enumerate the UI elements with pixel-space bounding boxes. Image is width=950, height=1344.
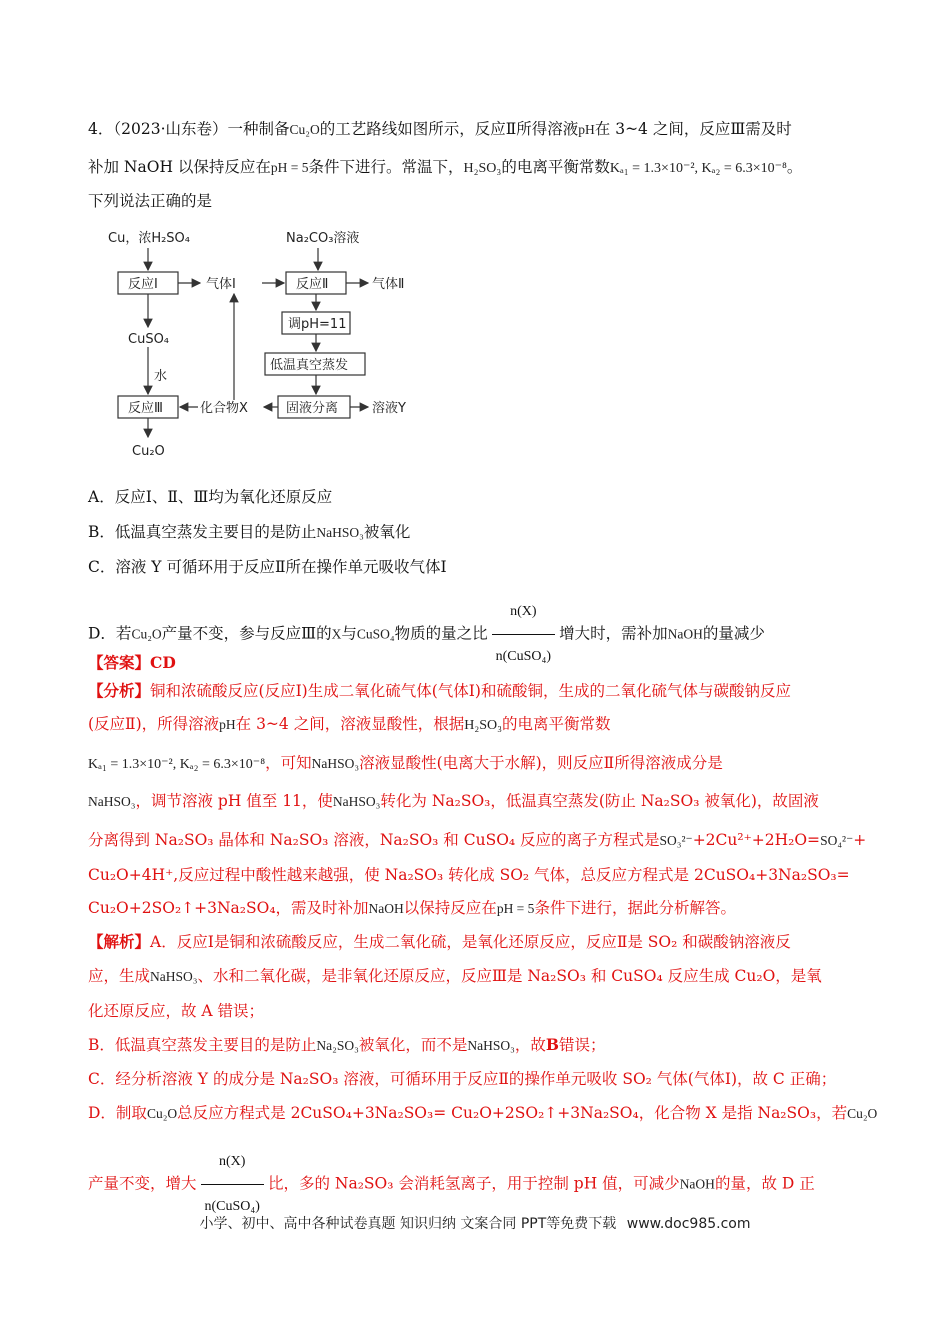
explanation-line-3: 化还原反应，故 A 错误； (88, 1002, 265, 1020)
flow-gas1: 气体Ⅰ (206, 277, 236, 292)
analysis-text: 条件下进行，据此分析解答。 (534, 899, 736, 917)
flow-cu2o: Cu₂O (132, 444, 165, 459)
formula-ph-eq: pH = 5 (496, 901, 535, 916)
formula-ph: pH (219, 717, 236, 732)
formula-x: X (331, 626, 342, 642)
explanation-text: ，故 (514, 1036, 546, 1054)
formula-naoh: NaOH (368, 901, 404, 916)
formula-cu2o: Cu₂O (847, 1106, 878, 1121)
question-text: 在 3~4 之间，反应Ⅲ需及时 (594, 120, 792, 138)
answer-value: CD (150, 653, 176, 672)
analysis-line-5 (88, 829, 890, 852)
analysis-line-1 (88, 680, 890, 702)
analysis-text: 铜和浓硫酸反应(反应Ⅰ)生成二氧化硫气体(气体Ⅰ)和硫酸铜，生成的二氧化硫气体与碳酸钠反应 (150, 682, 791, 700)
flow-reaction1: 反应Ⅰ (128, 277, 158, 292)
explanation-line-4 (88, 1034, 890, 1057)
flow-solution-y: 溶液Y (372, 401, 406, 416)
flow-na2co3: Na₂CO₃溶液 (286, 231, 360, 246)
explanation-line-5: C．经分析溶液 Y 的成分是 Na₂SO₃ 溶液，可循环用于反应Ⅱ的操作单元吸收 SO₂ 气体(气体Ⅰ)，故 C 正确； (88, 1070, 837, 1088)
analysis-text: 的电离平衡常数 (502, 715, 611, 733)
option-text: 增大时，需补加 (559, 624, 668, 643)
question-line-3: 下列说法正确的是 (88, 192, 213, 210)
formula-nahso3: NaHSO₃ (332, 794, 381, 809)
formula-ph-eq: pH = 5 (270, 160, 309, 175)
formula-cu2o: Cu₂O (289, 122, 320, 137)
formula-ka: Kₐ₁ = 1.3×10⁻², Kₐ₂ = 6.3×10⁻⁸ (88, 757, 266, 772)
analysis-text: 以保持反应在 (403, 899, 497, 917)
question-text: 补加 NaOH 以保持反应在 (88, 158, 271, 176)
formula-sulfite-ion: SO₃²⁻ (659, 833, 693, 848)
analysis-text: ，调节溶液 pH 值至 11，使 (135, 792, 333, 810)
flow-gas2: 气体Ⅱ (372, 277, 405, 292)
question-text: 一种制备 (227, 120, 290, 138)
analysis-text: +2Cu²⁺+2H₂O= (692, 831, 821, 849)
explanation-text: 的量，故 D 正 (714, 1174, 815, 1193)
flow-cu-reagent: Cu，浓H₂SO₄ (108, 231, 190, 246)
question-text: 的工艺路线如图所示，反应Ⅱ所得溶液 (319, 120, 579, 138)
analysis-text: Cu₂O+2SO₂↑+3Na₂SO₄，需及时补加 (88, 899, 369, 917)
explanation-line-2 (88, 965, 890, 988)
question-line-1 (88, 118, 890, 141)
option-text: 产量不变，参与反应Ⅲ的 (161, 624, 332, 643)
formula-nahso3: NaHSO₃ (467, 1038, 515, 1053)
question-text: 的电离平衡常数 (501, 158, 610, 176)
fraction-denominator: n(CuSO₄) (204, 1199, 260, 1214)
process-flow-diagram (100, 222, 440, 467)
formula-nahso3: NaHSO₃ (88, 794, 136, 809)
formula-na2so3: Na₂SO₃ (316, 1038, 359, 1053)
flow-reaction2: 反应Ⅱ (296, 277, 329, 292)
formula-sulfate-ion: SO₄²⁻ (820, 833, 854, 848)
formula-h2so3: H₂SO₃ (464, 718, 502, 733)
question-text: 条件下进行。常温下， (308, 158, 464, 176)
explanation-text: 比，多的 Na₂SO₃ 会消耗氢离子，用于控制 pH 值，可减少 (267, 1174, 680, 1193)
fraction-denominator: n(CuSO₄) (495, 649, 552, 664)
explanation-text: 产量不变，增大 (88, 1174, 197, 1193)
option-text: 与 (341, 624, 357, 643)
analysis-label: 【分析】 (88, 681, 151, 700)
option-text: D．若 (88, 624, 132, 643)
explanation-text: 、水和二氧化碳，是非氧化还原反应，反应Ⅲ是 Na₂SO₃ 和 CuSO₄ 反应生成 Cu₂O，是氧 (197, 967, 822, 985)
option-text: 物质的量之比 (394, 624, 488, 643)
formula-nahso3: NaHSO₃ (316, 525, 364, 540)
flow-evaporate: 低温真空蒸发 (270, 358, 349, 373)
analysis-text: 分离得到 Na₂SO₃ 晶体和 Na₂SO₃ 溶液，Na₂SO₃ 和 CuSO₄ 反应的离子方程式是 (88, 831, 660, 849)
analysis-text: (反应Ⅱ)，所得溶液 (88, 715, 220, 733)
analysis-text: 在 3~4 之间，溶液显酸性，根据 (235, 715, 465, 733)
option-text: 的量减少 (702, 624, 765, 643)
flow-cuso4: CuSO₄ (128, 332, 170, 347)
explanation-option-b: B (545, 1035, 559, 1054)
flow-adjust-ph: 调pH=11 (288, 317, 347, 332)
option-text: B．低温真空蒸发主要目的是防止 (88, 523, 317, 541)
explanation-text: B．低温真空蒸发主要目的是防止 (88, 1036, 317, 1054)
question-text: 。 (786, 158, 803, 176)
formula-cu2o: Cu₂O (146, 1106, 178, 1121)
answer-label: 【答案】 (88, 653, 151, 672)
analysis-text: 转化为 Na₂SO₃，低温真空蒸发(防止 Na₂SO₃ 被氧化)，故固液 (380, 792, 819, 810)
page-footer (0, 1213, 950, 1233)
explanation-text: 错误； (558, 1036, 606, 1054)
formula-naoh: NaOH (667, 626, 703, 642)
option-a: A．反应Ⅰ、Ⅱ、Ⅲ均为氧化还原反应 (88, 488, 333, 506)
option-text: 被氧化 (363, 523, 411, 541)
explanation-text: 被氧化，而不是 (358, 1036, 468, 1054)
fraction-numerator: n(X) (492, 592, 555, 635)
analysis-line-6: Cu₂O+4H⁺,反应过程中酸性越来越强，使 Na₂SO₃ 转化成 SO₂ 气体，总反应方程式是 2CuSO₄+3Na₂SO₃= (88, 866, 850, 884)
flow-compound-x: 化合物X (200, 401, 248, 416)
explanation-label: 【解析】 (88, 932, 151, 951)
analysis-line-2 (88, 713, 890, 737)
explanation-line-1 (88, 931, 890, 953)
analysis-text: ，可知 (265, 754, 312, 772)
formula-nahso3: NaHSO₃ (150, 969, 198, 984)
formula-cu2o: Cu₂O (131, 626, 162, 642)
question-number: 4． (88, 120, 114, 138)
flow-reaction3: 反应Ⅲ (128, 401, 163, 416)
analysis-line-3 (88, 752, 890, 776)
flow-water: 水 (154, 369, 168, 384)
option-c: C．溶液 Y 可循环用于反应Ⅱ所在操作单元吸收气体Ⅰ (88, 558, 447, 576)
flow-separation: 固液分离 (286, 401, 339, 416)
explanation-line-6 (88, 1102, 890, 1125)
footer-link[interactable]: www.doc985.com (626, 1216, 751, 1232)
explanation-text: A．反应Ⅰ是铜和浓硫酸反应，生成二氧化硫，是氧化还原反应，反应Ⅱ是 SO₂ 和碳酸钠溶液反 (150, 933, 791, 951)
footer-text: 小学、初中、高中各种试卷真题 知识归纳 文案合同 PPT等免费下载 (199, 1216, 617, 1232)
answer-line (88, 652, 890, 674)
formula-h2so3: H₂SO₃ (463, 161, 502, 176)
question-source: （2023·山东卷） (113, 120, 228, 138)
formula-nahso3: NaHSO₃ (311, 756, 360, 771)
formula-ph: pH (578, 122, 595, 137)
analysis-text: + (853, 831, 867, 849)
explanation-text: 应，生成 (88, 967, 151, 985)
formula-ka: Kₐ₁ = 1.3×10⁻², Kₐ₂ = 6.3×10⁻⁸ (609, 161, 787, 176)
question-line-2 (88, 156, 890, 180)
fraction-numerator: n(X) (201, 1142, 264, 1185)
analysis-line-4 (88, 790, 890, 813)
formula-naoh: NaOH (679, 1176, 715, 1192)
option-b (88, 521, 890, 544)
formula-cuso4: CuSO₄ (356, 626, 395, 642)
explanation-text: D．制取 (88, 1104, 147, 1122)
analysis-text: 溶液显酸性(电离大于水解)，则反应Ⅱ所得溶液成分是 (359, 754, 723, 772)
explanation-text: 总反应方程式是 2CuSO₄+3Na₂SO₃= Cu₂O+2SO₂↑+3Na₂SO₄，化合物 X 是指 Na₂SO₃，若 (177, 1104, 848, 1122)
analysis-line-7 (88, 897, 890, 920)
